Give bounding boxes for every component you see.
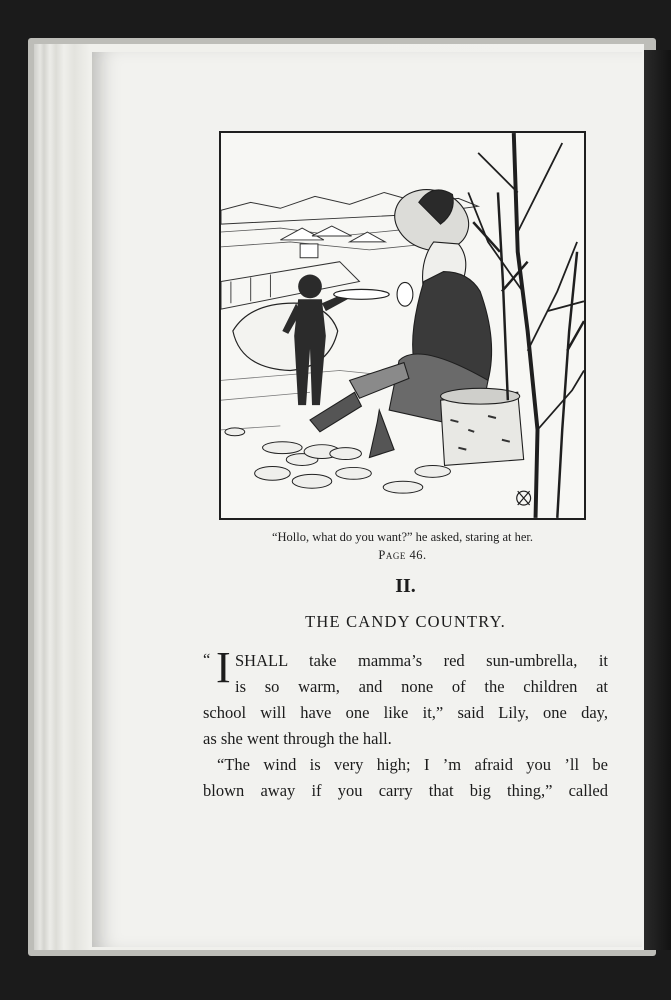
text-line: is so warm, and none of the children at bbox=[235, 677, 608, 696]
tree-stump bbox=[441, 388, 524, 465]
cookies bbox=[225, 428, 451, 493]
illustration-caption: “Hollo, what do you want?” he asked, staring at her. bbox=[271, 530, 534, 544]
monogram-logo bbox=[517, 491, 531, 505]
book-edge-shadow bbox=[644, 50, 671, 950]
illustration-engraving bbox=[221, 133, 584, 518]
opening-quote: “ bbox=[203, 650, 211, 669]
chapter-title: THE CANDY COUNTRY. bbox=[305, 612, 506, 631]
text-line: blown away if you carry that big thing,” called bbox=[203, 781, 608, 800]
text-line: school will have one like it,” said Lily, one day, bbox=[203, 703, 608, 722]
body-text bbox=[203, 643, 608, 804]
plate bbox=[334, 289, 389, 299]
chapter-number: II. bbox=[395, 575, 416, 597]
drop-cap: I bbox=[216, 643, 231, 692]
text-line: SHALL take mamma’s red sun-umbrella, it bbox=[235, 651, 608, 670]
illustration-frame bbox=[219, 131, 586, 520]
illustration-page-reference: Page 46. bbox=[378, 548, 427, 562]
text-line: “The wind is very high; I ’m afraid you ’ll be bbox=[217, 755, 608, 774]
text-line: as she went through the hall. bbox=[203, 729, 392, 748]
village bbox=[280, 226, 385, 258]
